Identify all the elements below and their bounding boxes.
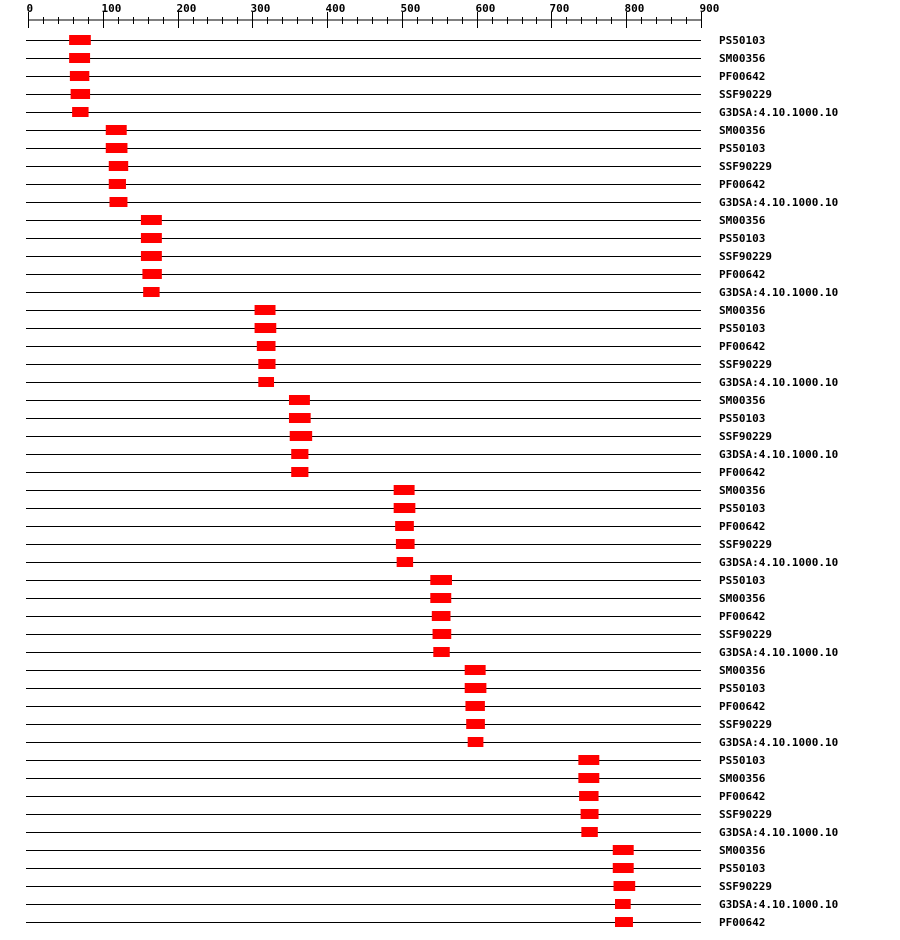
feature-label: PS50103 [719, 574, 766, 587]
feature-label: G3DSA:4.10.1000.10 [719, 736, 839, 749]
feature-row [26, 646, 838, 659]
feature-label: PF00642 [719, 466, 766, 479]
feature-row [26, 412, 765, 425]
domain-bar[interactable] [255, 305, 276, 315]
domain-bar[interactable] [70, 71, 89, 81]
domain-bar[interactable] [142, 269, 161, 279]
domain-bar[interactable] [141, 233, 162, 243]
position-ruler [27, 2, 720, 28]
feature-row [26, 502, 765, 515]
feature-row [26, 394, 766, 407]
feature-label: SSF90229 [719, 250, 772, 263]
feature-label: PF00642 [719, 700, 766, 713]
feature-row [26, 844, 766, 857]
feature-row [26, 304, 766, 317]
domain-bar[interactable] [289, 395, 310, 405]
feature-label: SSF90229 [719, 160, 772, 173]
feature-label: PS50103 [719, 862, 766, 875]
feature-label: SM00356 [719, 844, 766, 857]
domain-bar[interactable] [468, 737, 484, 747]
feature-label: G3DSA:4.10.1000.10 [719, 646, 839, 659]
domain-bar[interactable] [581, 809, 599, 819]
ruler-tick-label: 400 [325, 2, 346, 15]
feature-label: PF00642 [719, 916, 766, 929]
feature-row [26, 826, 838, 839]
domain-bar[interactable] [579, 791, 598, 801]
feature-row [26, 376, 838, 389]
domain-bar[interactable] [141, 215, 162, 225]
feature-row [26, 232, 765, 245]
feature-label: SM00356 [719, 214, 766, 227]
feature-row [26, 574, 765, 587]
domain-bar[interactable] [615, 917, 633, 927]
feature-row [26, 916, 765, 929]
feature-label: PS50103 [719, 412, 766, 425]
feature-label: G3DSA:4.10.1000.10 [719, 826, 839, 839]
feature-label: PF00642 [719, 268, 766, 281]
ruler-tick-label: 600 [475, 2, 496, 15]
domain-bar[interactable] [432, 611, 451, 621]
domain-bar[interactable] [613, 863, 634, 873]
feature-label: SSF90229 [719, 88, 772, 101]
domain-bar[interactable] [71, 89, 90, 99]
domain-bar[interactable] [291, 467, 308, 477]
feature-label: SM00356 [719, 484, 766, 497]
feature-row [26, 700, 765, 713]
feature-row [26, 862, 765, 875]
domain-bar[interactable] [69, 53, 90, 63]
feature-label: PS50103 [719, 754, 766, 767]
domain-bar[interactable] [106, 125, 127, 135]
feature-label: PF00642 [719, 340, 766, 353]
feature-label: G3DSA:4.10.1000.10 [719, 898, 839, 911]
ruler-tick-label: 200 [176, 2, 197, 15]
feature-label: PS50103 [719, 142, 766, 155]
domain-bar[interactable] [141, 251, 162, 261]
feature-label: PF00642 [719, 520, 766, 533]
feature-label: PS50103 [719, 322, 766, 335]
feature-row [26, 214, 766, 227]
domain-bar[interactable] [72, 107, 88, 117]
feature-label: SSF90229 [719, 808, 772, 821]
feature-label: PS50103 [719, 232, 766, 245]
ruler-tick-label: 900 [699, 2, 720, 15]
domain-bar[interactable] [106, 143, 128, 153]
feature-row [26, 880, 772, 893]
feature-row [26, 610, 765, 623]
domain-bar[interactable] [109, 161, 128, 171]
domain-bar[interactable] [394, 485, 415, 495]
domain-bar[interactable] [614, 881, 636, 891]
feature-label: G3DSA:4.10.1000.10 [719, 196, 839, 209]
feature-tracks [26, 34, 838, 929]
feature-row [26, 556, 838, 569]
feature-row [26, 430, 772, 443]
feature-row [26, 484, 766, 497]
feature-label: G3DSA:4.10.1000.10 [719, 448, 839, 461]
feature-label: PS50103 [719, 682, 766, 695]
feature-label: SSF90229 [719, 430, 772, 443]
feature-row [26, 466, 765, 479]
domain-bar[interactable] [257, 341, 276, 351]
domain-bar[interactable] [258, 359, 275, 369]
ruler-tick-label: 500 [400, 2, 421, 15]
feature-row [26, 790, 765, 803]
feature-row [26, 898, 838, 911]
feature-row [26, 160, 772, 173]
feature-row [26, 178, 765, 191]
feature-row [26, 358, 772, 371]
feature-row [26, 754, 765, 767]
feature-label: G3DSA:4.10.1000.10 [719, 376, 839, 389]
feature-label: SM00356 [719, 124, 766, 137]
domain-bar[interactable] [578, 755, 599, 765]
feature-label: G3DSA:4.10.1000.10 [719, 286, 839, 299]
domain-bar[interactable] [395, 521, 414, 531]
feature-label: SM00356 [719, 394, 766, 407]
feature-label: PF00642 [719, 790, 766, 803]
feature-row [26, 736, 838, 749]
domain-bar[interactable] [289, 413, 311, 423]
domain-bar[interactable] [394, 503, 416, 513]
feature-row [26, 664, 766, 677]
feature-row [26, 718, 772, 731]
domain-bar[interactable] [430, 593, 451, 603]
domain-bar[interactable] [430, 575, 452, 585]
domain-bar[interactable] [255, 323, 277, 333]
feature-label: SM00356 [719, 592, 766, 605]
feature-label: SM00356 [719, 52, 766, 65]
feature-row [26, 808, 772, 821]
feature-label: PF00642 [719, 70, 766, 83]
feature-row [26, 268, 765, 281]
feature-label: PS50103 [719, 34, 766, 47]
feature-row [26, 70, 765, 83]
ruler-tick-label: 0 [26, 2, 34, 15]
feature-row [26, 322, 765, 335]
ruler-tick-label: 800 [624, 2, 645, 15]
feature-label: SM00356 [719, 772, 766, 785]
feature-row [26, 124, 766, 137]
feature-label: SM00356 [719, 664, 766, 677]
domain-bar[interactable] [109, 179, 126, 189]
feature-row [26, 538, 772, 551]
domain-bar[interactable] [465, 665, 486, 675]
domain-bar[interactable] [581, 827, 597, 837]
domain-bar[interactable] [615, 899, 631, 909]
feature-row [26, 682, 765, 695]
feature-label: SSF90229 [719, 718, 772, 731]
feature-label: G3DSA:4.10.1000.10 [719, 106, 839, 119]
domain-bar[interactable] [396, 539, 415, 549]
feature-row [26, 628, 772, 641]
feature-label: SSF90229 [719, 628, 772, 641]
domain-bar[interactable] [466, 719, 485, 729]
feature-row [26, 448, 838, 461]
feature-row [26, 772, 766, 785]
feature-row [26, 592, 766, 605]
feature-label: SM00356 [719, 304, 766, 317]
feature-label: SSF90229 [719, 880, 772, 893]
domain-bar[interactable] [465, 683, 487, 693]
feature-row [26, 340, 765, 353]
feature-row [26, 34, 765, 47]
feature-row [26, 520, 765, 533]
feature-label: G3DSA:4.10.1000.10 [719, 556, 839, 569]
domain-bar[interactable] [397, 557, 413, 567]
feature-row [26, 142, 765, 155]
feature-row [26, 250, 772, 263]
domain-bar[interactable] [258, 377, 274, 387]
domain-bar[interactable] [465, 701, 484, 711]
ruler-tick-label: 300 [250, 2, 271, 15]
feature-row [26, 88, 772, 101]
feature-row [26, 196, 838, 209]
ruler-tick-label: 700 [549, 2, 570, 15]
feature-label: SSF90229 [719, 358, 772, 371]
feature-row [26, 286, 838, 299]
domain-bar[interactable] [143, 287, 159, 297]
domain-bar[interactable] [291, 449, 308, 459]
domain-bar[interactable] [433, 647, 449, 657]
domain-bar[interactable] [69, 35, 91, 45]
feature-row [26, 52, 766, 65]
ruler-tick-label: 100 [101, 2, 122, 15]
domain-bar[interactable] [578, 773, 599, 783]
feature-label: PF00642 [719, 178, 766, 191]
feature-label: PS50103 [719, 502, 766, 515]
domain-bar[interactable] [290, 431, 312, 441]
domain-bar[interactable] [613, 845, 634, 855]
feature-row [26, 106, 838, 119]
feature-label: SSF90229 [719, 538, 772, 551]
domain-bar[interactable] [433, 629, 452, 639]
domain-bar[interactable] [110, 197, 128, 207]
feature-label: PF00642 [719, 610, 766, 623]
